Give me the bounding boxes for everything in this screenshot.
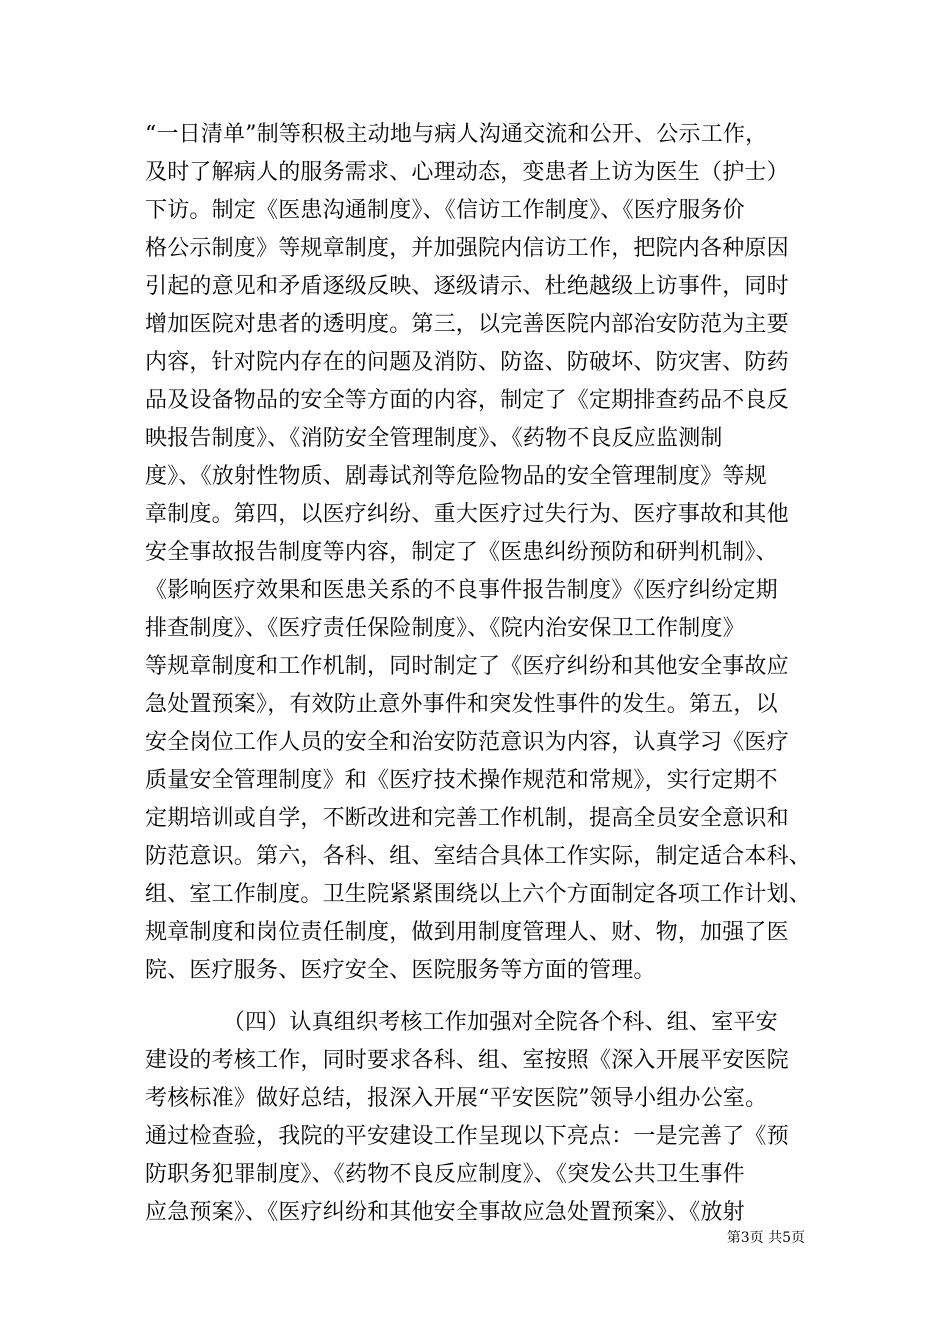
text-line: 急处置预案》，有效防止意外事件和突发性事件的发生。第五，以: [145, 692, 778, 717]
text-line: 章制度。第四，以医疗纠纷、重大医疗过失行为、医疗事故和其他: [145, 502, 789, 527]
text-line: 度》、《放射性物质、剧毒试剂等危险物品的安全管理制度》等规: [145, 464, 767, 489]
text-line: 组、室工作制度。卫生院紧紧围绕以上六个方面制定各项工作计划、: [145, 882, 812, 907]
page-number-footer: 第3页 共5页: [726, 1230, 805, 1246]
text-line: 通过检查验，我院的平安建设工作呈现以下亮点：一是完善了《预: [145, 1124, 789, 1149]
text-line: 增加医院对患者的透明度。第三，以完善医院内部治安防范为主要: [145, 312, 789, 337]
text-line: 映报告制度》、《消防安全管理制度》、《药物不良反应监测制: [145, 426, 723, 451]
text-line: 下访。制定《医患沟通制度》、《信访工作制度》、《医疗服务价: [145, 198, 745, 223]
text-line: （四）认真组织考核工作加强对全院各个科、组、室平安: [145, 1010, 778, 1035]
text-line: 质量安全管理制度》和《医疗技术操作规范和常规》，实行定期不: [145, 768, 778, 793]
text-line: 品及设备物品的安全等方面的内容，制定了《定期排查药品不良反: [145, 388, 789, 413]
text-line: 定期培训或自学，不断改进和完善工作机制，提高全员安全意识和: [145, 806, 789, 831]
text-line: 规章制度和岗位责任制度，做到用制度管理人、财、物，加强了医: [145, 920, 789, 945]
text-line: 应急预案》、《医疗纠纷和其他安全事故应急处置预案》、《放射: [145, 1200, 745, 1225]
text-line: 安全岗位工作人员的安全和治安防范意识为内容，认真学习《医疗: [145, 730, 789, 755]
text-line: 排查制度》、《医疗责任保险制度》、《院内治安保卫工作制度》: [145, 616, 745, 641]
text-line: 防职务犯罪制度》、《药物不良反应制度》、《突发公共卫生事件: [145, 1162, 745, 1187]
text-line: 内容，针对院内存在的问题及消防、防盗、防破坏、防灾害、防药: [145, 350, 789, 375]
text-line: 引起的意见和矛盾逐级反映、逐级请示、杜绝越级上访事件，同时: [145, 274, 789, 299]
text-line: 院、医疗服务、医疗安全、医院服务等方面的管理。: [145, 958, 656, 983]
text-line: “一日清单”制等积极主动地与病人沟通交流和公开、公示工作，: [145, 122, 768, 147]
text-line: 格公示制度》等规章制度，并加强院内信访工作，把院内各种原因: [145, 236, 789, 261]
text-line: 建设的考核工作，同时要求各科、组、室按照《深入开展平安医院: [145, 1048, 789, 1073]
text-line: 防范意识。第六，各科、组、室结合具体工作实际，制定适合本科、: [145, 844, 812, 869]
text-line: 《影响医疗效果和医患关系的不良事件报告制度》《医疗纠纷定期: [145, 578, 778, 603]
text-line: 安全事故报告制度等内容，制定了《医患纠纷预防和研判机制》、: [145, 540, 778, 565]
text-line: 及时了解病人的服务需求、心理动态，变患者上访为医生（护士）: [145, 160, 789, 185]
text-line: 等规章制度和工作机制，同时制定了《医疗纠纷和其他安全事故应: [145, 654, 789, 679]
text-line: 考核标准》做好总结，报深入开展“平安医院”领导小组办公室。: [145, 1086, 768, 1111]
